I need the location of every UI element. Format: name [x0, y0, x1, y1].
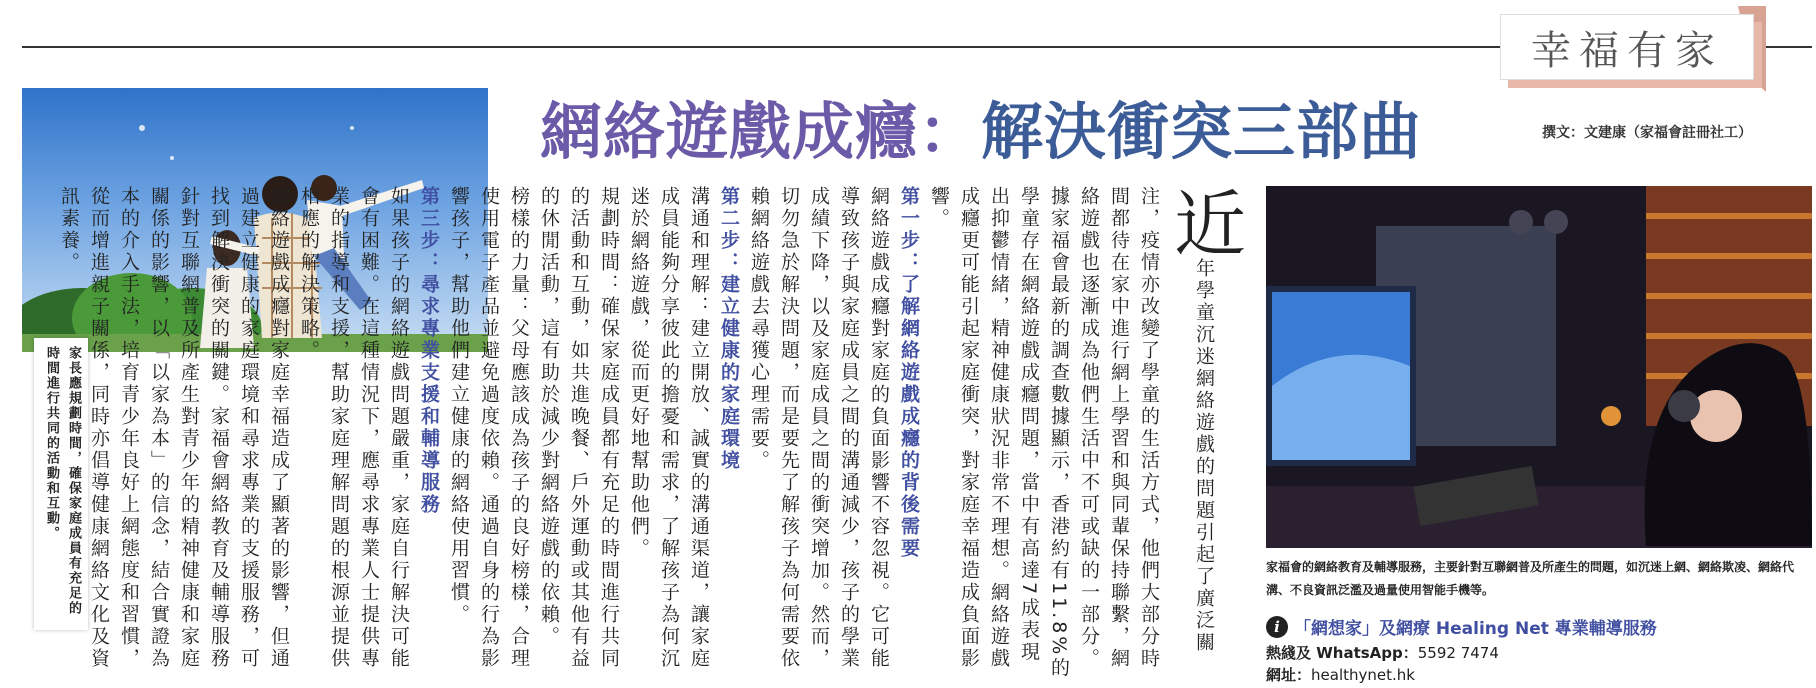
headline	[540, 82, 1490, 168]
step3-paragraph-2: 網絡遊戲成癮對家庭幸福造成了顯著的影響，但通過建立健康的家庭環境和尋求專業的支援服務，可找到解決衝突的關鍵。家福會網絡教育及輔導服務針對互聯網普及所產生對青少年的精神健康和家庭關係的影響，以「以家為本」的信念，結合實證為本的介入手法，培育青少年良好上網態度和習慣，從而增進親子關係，同時亦倡導健康網絡文化及資訊素養。	[58, 186, 290, 670]
headline-part2: 解決衝突三部曲	[981, 95, 1423, 168]
url-label: 網址：	[1266, 666, 1312, 684]
step3-paragraph-1: 如果孩子的網絡遊戲問題嚴重，家庭自行解決可能會有困難。在這種情況下，應尋求專業人士提供專業的指導和支援，幫助家庭理解問題的根源並提供相應的解決策略。	[298, 186, 410, 670]
step1-heading: 第一步：了解網絡遊戲成癮的背後需要	[898, 186, 920, 560]
service-title: 「網想家」及網療 Healing Net 專業輔導服務	[1294, 619, 1657, 639]
service-title-row	[1266, 614, 1657, 639]
gamer-photo-illustration	[1266, 186, 1812, 548]
step2-heading: 第二步：建立健康的家庭環境	[718, 186, 740, 472]
step2-paragraph-1: 溝通和理解：建立開放、誠實的溝通渠道，讓家庭成員能夠分享彼此的擔憂和需求，了解孩子為何沉迷於網絡遊戲，從而更好地幫助他們。	[628, 186, 710, 670]
step1-paragraph: 網絡遊戲成癮對家庭的負面影響不容忽視。它可能導致孩子與家庭成員之間的溝通減少，孩子的學業成績下降，以及家庭成員之間的衝突增加。然而，切勿急於解決問題，而是要先了解孩子為何需要依賴網絡遊戲去尋獲心理需要。	[748, 186, 890, 670]
info-icon: i	[1266, 616, 1288, 638]
intro-big-char: 近	[1162, 186, 1246, 258]
hotline-row	[1266, 642, 1499, 663]
gamer-photo	[1266, 186, 1812, 548]
url-row	[1266, 664, 1415, 685]
photo2-caption: 家福會的網絡教育及輔導服務，主要針對互聯網普及所產生的問題，如沉迷上網、網絡欺凌、網絡代溝、不良資訊泛濫及過量使用智能手機等。	[1266, 560, 1795, 597]
section-label: 幸福有家	[1500, 14, 1754, 80]
step2-paragraph-2: 規劃時間：確保家庭成員都有充足的時間進行共同的活動和互動，如共進晚餐、戶外運動或其他有益的休閒活動，這有助於減少對網絡遊戲的依賴。	[538, 186, 620, 670]
photo1-caption: 家長應規劃時間，確保家庭成員有充足的時間進行共同的活動和互動。	[44, 346, 81, 616]
byline: 撰文：文建康（家福會註冊社工）	[1542, 125, 1752, 141]
url-link[interactable]: healthynet.hk	[1311, 666, 1415, 684]
hotline-label: 熱綫及 WhatsApp：	[1266, 644, 1418, 662]
hotline-number[interactable]: 5592 7474	[1417, 644, 1499, 662]
step3-heading: 第三步：尋求專業支援和輔導服務	[418, 186, 440, 516]
intro-paragraph: 年學童沉迷網絡遊戲的問題引起了廣泛關注，疫情亦改變了學童的生活方式，他們大部分時間都待在家中進行網上學習和與同輩保持聯繫，網絡遊戲也逐漸成為他們生活中不可或缺的一部分。據家福會最新的調查數據顯示，香港約有11.8%的學童存在網絡遊戲成癮問題，當中有高達7成表現出抑鬱情緒，精神健康狀況非常不理想。網絡遊戲成癮更可能引起家庭衝突，對家庭幸福造成負面影響。	[928, 186, 1215, 680]
step2-paragraph-3: 榜樣的力量：父母應該成為孩子的良好榜樣，合理使用電子產品並避免過度依賴。通過自身的行為影響孩子，幫助他們建立健康的網絡使用習慣。	[448, 186, 530, 670]
headline-part1: 網絡遊戲成癮：	[540, 95, 982, 168]
